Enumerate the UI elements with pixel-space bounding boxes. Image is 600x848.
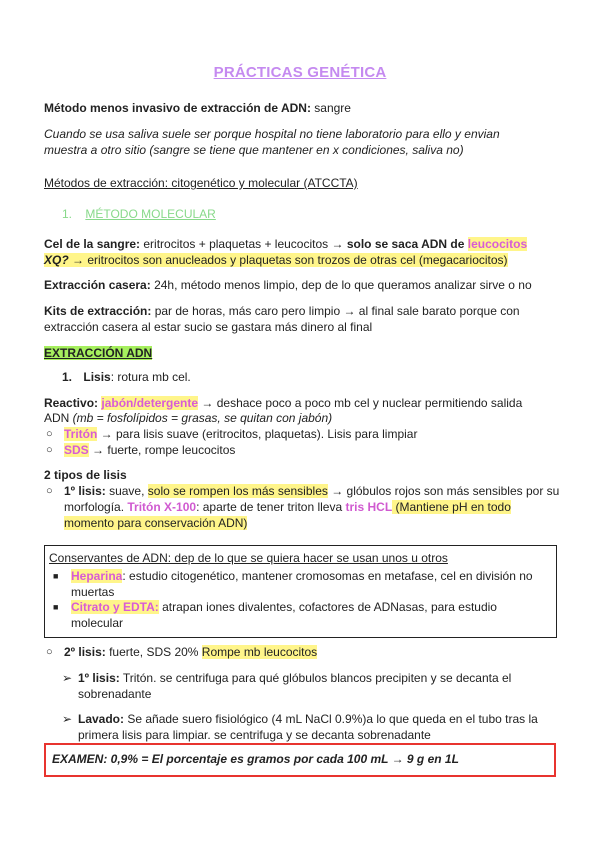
sub-first-text-2: sobrenadante — [78, 687, 152, 701]
triton-x100: Tritón X-100 — [127, 500, 197, 514]
heparina-text-2: muertas — [71, 585, 115, 599]
cel-sangre-leucocitos: leucocitos — [467, 237, 528, 251]
section-heading-molecular — [62, 206, 216, 222]
lisis-number: 1. — [62, 370, 73, 384]
methods-line: Métodos de extracción: citogenético y molecular (ATCCTA) — [44, 176, 358, 190]
reactivo-adn: ADN — [44, 411, 73, 425]
arrow-bullet-icon: ➢ — [62, 712, 73, 726]
kits-line2: extracción casera al estar sucio se gastara más dinero al final — [44, 320, 373, 334]
square-bullet-icon: ■ — [53, 571, 59, 581]
kits-text: par de horas, más caro pero limpio → al final sale barato porque con — [151, 304, 520, 318]
cel-sangre-explanation: eritrocitos son anucleados y plaquetas son trozos de otras cel (megacariocitos) — [87, 253, 508, 267]
reactivo-text: → deshace poco a poco mb cel y nuclear permitiendo salida — [198, 396, 523, 410]
intro-line — [44, 100, 564, 116]
lavado-text: Se añade suero fisiológico (4 mL NaCl 0.9%)a lo que queda en el tubo tras la — [124, 712, 538, 726]
second-lisis-highlight: Rompe mb leucocitos — [201, 645, 318, 659]
extraccion-heading — [44, 345, 564, 361]
first-lisis-a: suave, — [105, 484, 148, 498]
first-lisis-label: 1º lisis: — [64, 484, 106, 498]
first-lisis-ph: (Mantiene pH en todo — [392, 500, 511, 514]
cel-sangre-label: Cel de la sangre: — [44, 237, 141, 251]
citrato-label: Citrato y EDTA: — [71, 600, 159, 614]
first-lisis-highlight: solo se rompen los más sensibles — [147, 484, 328, 498]
lisis-label: Lisis — [83, 370, 111, 384]
circle-bullet-icon: ○ — [46, 444, 53, 456]
exam-box — [44, 743, 556, 777]
extraccion-label: EXTRACCIÓN ADN — [44, 346, 153, 360]
intro-italic-1: Cuando se usa saliva suele ser porque hospital no tiene laboratorio para ello y envian — [44, 127, 500, 141]
cel-sangre-text: eritrocitos + plaquetas + leucocitos → — [140, 237, 347, 251]
square-bullet-icon: ■ — [53, 602, 59, 612]
tipos-heading: 2 tipos de lisis — [44, 468, 127, 482]
intro-value: sangre — [310, 101, 351, 115]
kits-label: Kits de extracción: — [44, 304, 152, 318]
lavado-label: Lavado: — [78, 712, 125, 726]
heparina-text: : estudio citogenético, mantener cromosomas en metafase, cel en división no — [122, 569, 533, 583]
casera-line — [44, 277, 564, 293]
lavado-text-2: primera lisis para limpiar. se centrifuga y se decanta sobrenadante — [78, 728, 431, 742]
kits-line1 — [44, 303, 564, 319]
tris-hcl: tris HCL — [345, 500, 393, 514]
conservantes-box — [44, 545, 557, 638]
reactivo-line1 — [44, 395, 564, 411]
conservantes-title: Conservantes de ADN: dep de lo que se quiera hacer se usan unos u otros — [49, 551, 448, 565]
sub-first-label: 1º lisis: — [78, 671, 120, 685]
first-lisis-morfologia: morfología. — [64, 500, 128, 514]
cel-sangre-bold: solo se saca ADN de — [346, 237, 468, 251]
lisis-item — [62, 369, 191, 385]
reactivo-note: (mb = fosfolípidos = grasas, se quitan con jabón) — [72, 411, 333, 425]
arrow-bullet-icon: ➢ — [62, 671, 73, 685]
sds-label: SDS — [64, 443, 89, 457]
first-lisis-conservacion: momento para conservación ADN) — [64, 516, 248, 530]
intro-italic-2: muestra a otro sitio (sangre se tiene que mantener en x condiciones, saliva no) — [44, 143, 464, 157]
citrato-text-2: molecular — [71, 616, 124, 630]
citrato-text: atrapan iones divalentes, cofactores de ADNasas, para estudio — [158, 600, 497, 614]
exam-note: EXAMEN: 0,9% = El porcentaje es gramos por cada 100 mL → 9 g en 1L — [52, 752, 459, 766]
reactivo-label: Reactivo: — [44, 396, 99, 410]
casera-label: Extracción casera: — [44, 278, 151, 292]
reactivo-line2 — [44, 410, 564, 426]
first-lisis-b: → glóbulos rojos son más sensibles por su — [327, 484, 560, 498]
cel-sangre-line1 — [44, 236, 564, 252]
casera-text: 24h, método menos limpio, dep de lo que queramos analizar sirve o no — [150, 278, 532, 292]
second-lisis-label: 2º lisis: — [64, 645, 106, 659]
first-lisis-aparte: : aparte de tener triton lleva — [196, 500, 346, 514]
heparina-label: Heparina — [71, 569, 123, 583]
circle-bullet-icon: ○ — [46, 428, 53, 440]
section-number: 1. — [62, 207, 73, 221]
second-lisis-text: fuerte, SDS 20% — [105, 645, 202, 659]
reactivo-jabon: jabón/detergente — [101, 396, 199, 410]
intro-label: Método menos invasivo de extracción de ADN: — [44, 101, 311, 115]
cel-sangre-line2 — [44, 252, 564, 268]
page-title: PRÁCTICAS GENÉTICA — [213, 64, 387, 81]
triton-text: → para lisis suave (eritrocitos, plaquetas). Lisis para limpiar — [97, 427, 418, 441]
triton-label: Tritón — [64, 427, 98, 441]
circle-bullet-icon: ○ — [46, 646, 53, 658]
lisis-text: : rotura mb cel. — [110, 370, 191, 384]
cel-sangre-xq: XQ? → — [44, 253, 88, 267]
circle-bullet-icon: ○ — [46, 485, 53, 497]
section-label: MÉTODO MOLECULAR — [85, 207, 216, 221]
sds-text: → fuerte, rompe leucocitos — [88, 443, 236, 457]
sub-first-text: Tritón. se centrifuga para qué glóbulos blancos precipiten y se decanta el — [119, 671, 512, 685]
